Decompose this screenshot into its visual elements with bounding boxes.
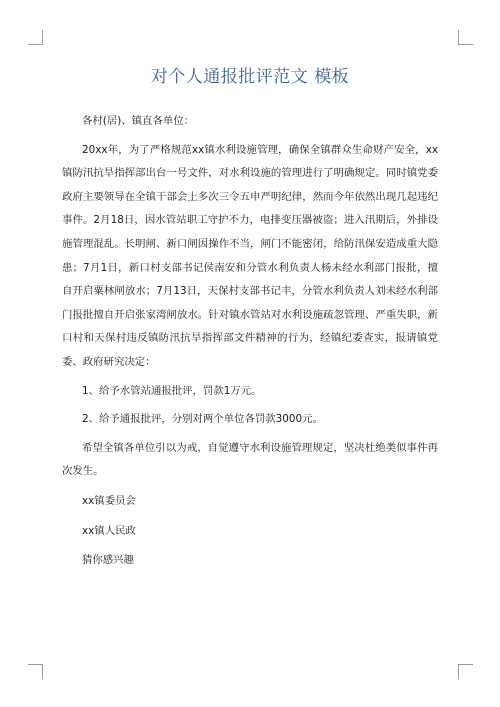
crop-mark-bottom-left [28,664,43,679]
body-paragraph: 20xx年，为了严格规范xx镇水利设施管理，确保全镇群众生命财产安全，xx镇防汛抗旱指挥部出台一号文件，对水利设施的管理进行了明确规定。同时镇党委政府主要领导在全镇干部会上多次三令五申严明纪律，然而今年依然出现几起违纪事件。2月18日，因水管站职工守护不力，电排变压器被盗；进入汛期后，外排设施管理混乱。长明闸、新口闸因操作不当，闸门不能密闭，给防汛保安造成重大隐患；7月1日，新口村支部书记侯南安和分管水利负责人杨未经水利部门报批，擅自开启粟林闸放水；7月13日，天保村支部书记丰，分管水利负责人刘未经水利部门报批擅自开启张家湾闸放水。针对镇水管站对水利设施疏忽管理、严重失职，新口村和天保村违反镇防汛抗旱指挥部文件精神的行为，经镇纪委查实，报请镇党委、政府研究决定： [62,143,438,368]
decision-item-2: 2、给予通报批评，分别对两个单位各罚款3000元。 [82,413,323,426]
decision-item-1: 1、给予水管站通报批评，罚款1万元。 [82,384,262,397]
signature-government: xx镇人民政 [82,524,136,537]
crop-mark-top-right [458,30,473,45]
signature-committee: xx镇委员会 [82,494,136,507]
related-link-text: 猜你感兴趣 [82,554,134,567]
crop-mark-top-left [28,30,43,45]
document-body [62,110,438,573]
closing-paragraph: 希望全镇各单位引以为戒，自觉遵守水利设施管理规定，坚决杜绝类似事件再次发生。 [62,441,438,478]
crop-mark-bottom-right [458,664,473,679]
document-title: 对个人通报批评范文 模板 [150,67,350,87]
salutation: 各村(居)、镇直各单位： [82,115,195,127]
